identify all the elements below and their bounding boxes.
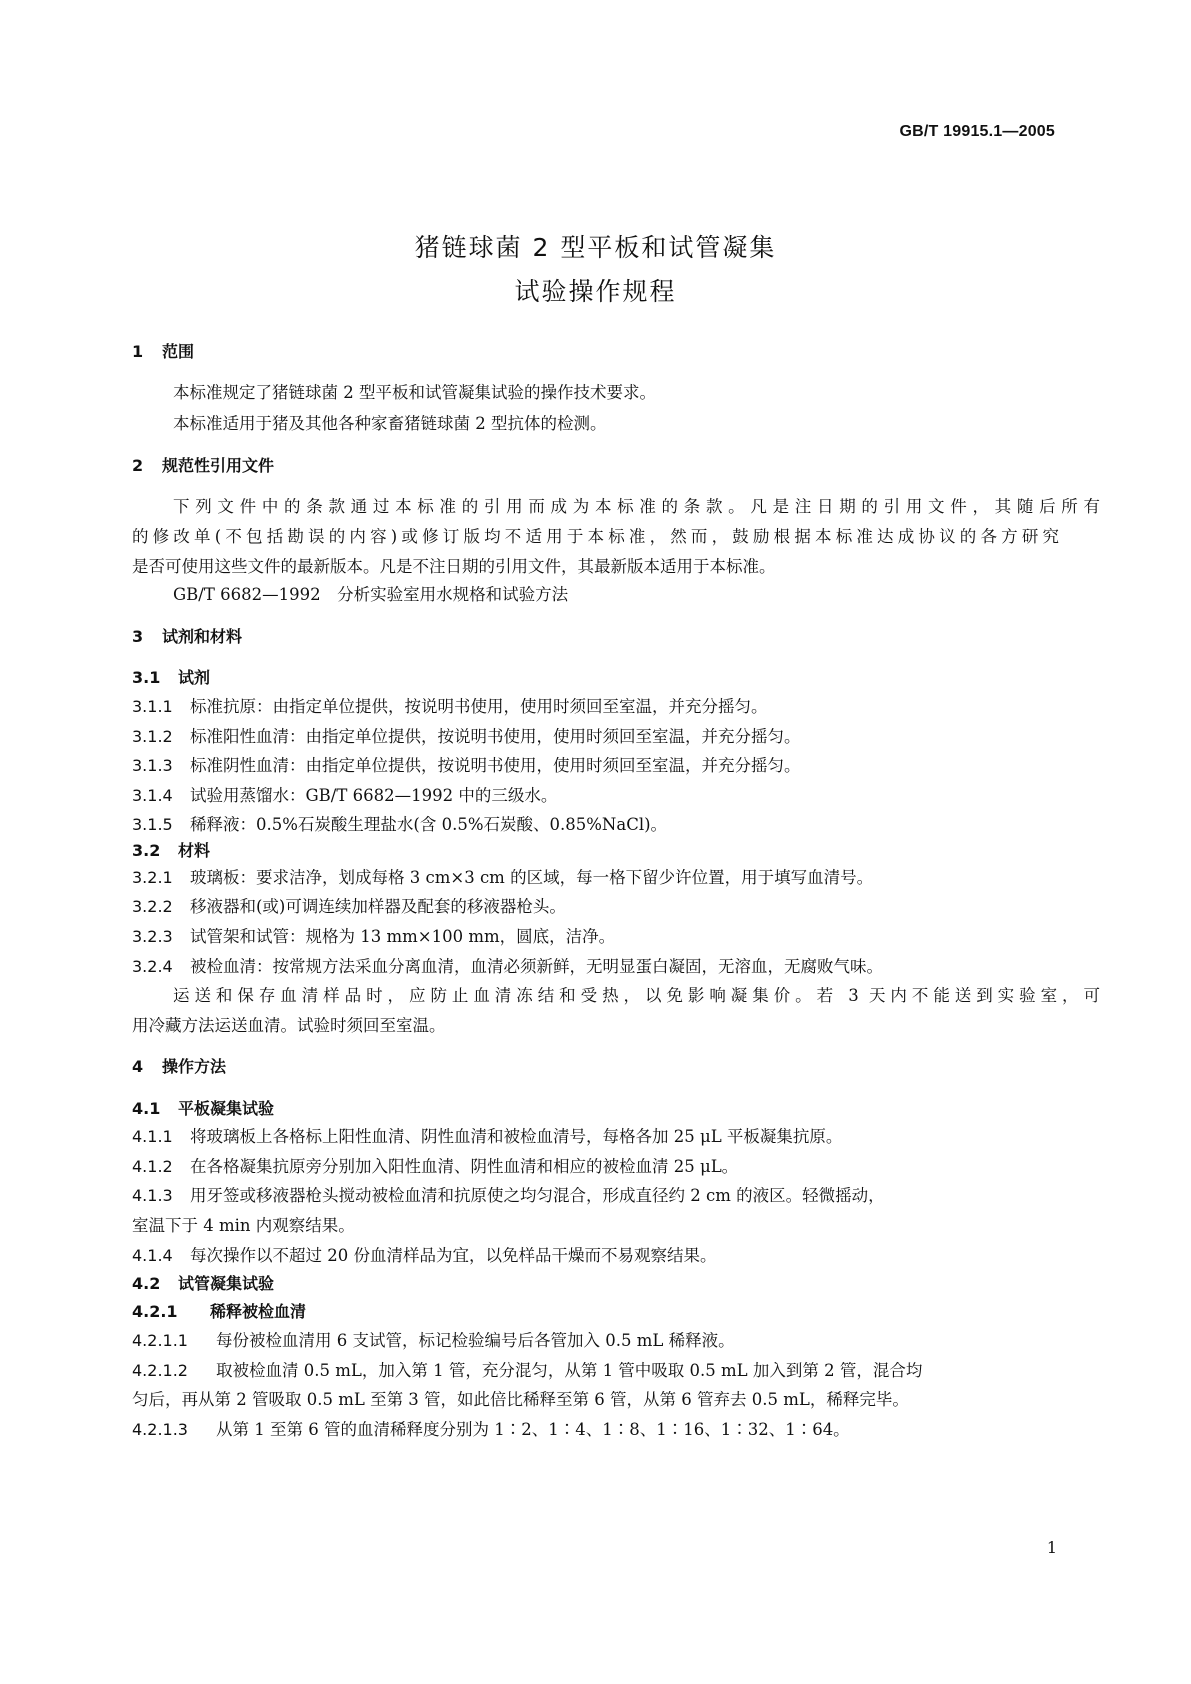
- clause-number: 3.1.3: [132, 756, 173, 775]
- subsection-number: 4.1: [132, 1099, 161, 1118]
- clause-number: 3.2.4: [132, 957, 173, 976]
- subsection-heading: [132, 1094, 1059, 1124]
- paragraph: 运送和保存血清样品时，应防止血清冻结和受热，以免影响凝集价。若 3 天内不能送到实验室，可: [173, 986, 1100, 1005]
- subsection-number: 3.1: [132, 668, 161, 687]
- clause: [132, 922, 1059, 952]
- clause-number: 4.1.1: [132, 1127, 173, 1146]
- section-number: 3: [132, 627, 144, 646]
- clause: [132, 722, 1059, 752]
- paragraph: 本标准适用于猪及其他各种家畜猪链球菌 2 型抗体的检测。: [173, 414, 607, 433]
- subsection-title: 试剂: [178, 668, 211, 687]
- clause: [132, 1241, 1059, 1271]
- standard-number: GB/T 19915.1—2005: [899, 123, 1055, 140]
- subsection-number: 3.2: [132, 841, 161, 860]
- clause: [132, 1326, 1059, 1356]
- clause: [132, 1122, 1059, 1152]
- subsection-heading: [132, 1297, 1059, 1327]
- section-heading: [132, 1052, 1059, 1082]
- clause-text: 每次操作以不超过 20 份血清样品为宜，以免样品干燥而不易观察结果。: [190, 1246, 717, 1265]
- clause-text: 每份被检血清用 6 支试管，标记检验编号后各管加入 0.5 mL 稀释液。: [216, 1331, 735, 1350]
- subsection-title: 稀释被检血清: [210, 1302, 307, 1321]
- clause-number: 3.2.1: [132, 868, 173, 887]
- clause: [132, 781, 1059, 811]
- subsection-heading: [132, 836, 1059, 866]
- clause-text: 从第 1 至第 6 管的血清稀释度分别为 1∶2、1∶4、1∶8、1∶16、1∶32、1∶64。: [216, 1420, 850, 1439]
- subsection-title: 平板凝集试验: [178, 1099, 275, 1118]
- section-title: 试剂和材料: [162, 627, 243, 646]
- clause: [132, 1181, 1059, 1211]
- page-number: 1: [1046, 1538, 1057, 1557]
- clause-text: 玻璃板：要求洁净，划成每格 3 cm×3 cm 的区域，每一格下留少许位置，用于填写血清号。: [190, 868, 874, 887]
- clause-number: 4.2.1.1: [132, 1331, 188, 1350]
- clause-text: 标准阳性血清：由指定单位提供，按说明书使用，使用时须回至室温，并充分摇匀。: [190, 727, 801, 746]
- document-title-line2: 试验操作规程: [514, 277, 677, 306]
- section-title: 操作方法: [162, 1057, 227, 1076]
- clause-number: 3.1.4: [132, 786, 173, 805]
- section-number: 2: [132, 456, 144, 475]
- clause: [132, 1152, 1059, 1182]
- paragraph: 是否可使用这些文件的最新版本。凡是不注日期的引用文件，其最新版本适用于本标准。: [132, 557, 776, 576]
- clause-continuation: 室温下于 4 min 内观察结果。: [132, 1216, 355, 1235]
- section-number: 1: [132, 342, 144, 361]
- section-heading: [132, 622, 1059, 652]
- clause-text: 移液器和(或)可调连续加样器及配套的移液器枪头。: [190, 897, 566, 916]
- normative-reference: GB/T 6682—1992 分析实验室用水规格和试验方法: [173, 585, 569, 604]
- section-heading: [132, 451, 1059, 481]
- clause-text: 试验用蒸馏水：GB/T 6682—1992 中的三级水。: [190, 786, 558, 805]
- section-heading: [132, 337, 1059, 367]
- clause-number: 3.1.5: [132, 815, 173, 834]
- paragraph: 下列文件中的条款通过本标准的引用而成为本标准的条款。凡是注日期的引用文件，其随后所有: [173, 497, 1100, 516]
- clause: [132, 1415, 1059, 1445]
- subsection-number: 4.2.1: [132, 1302, 178, 1321]
- clause: [132, 863, 1059, 893]
- clause-text: 标准阴性血清：由指定单位提供，按说明书使用，使用时须回至室温，并充分摇匀。: [190, 756, 801, 775]
- clause-number: 4.1.2: [132, 1157, 173, 1176]
- section-title: 规范性引用文件: [162, 456, 275, 475]
- clause-continuation: 匀后，再从第 2 管吸取 0.5 mL 至第 3 管，如此倍比稀释至第 6 管，从第 6 管弃去 0.5 mL，稀释完毕。: [132, 1390, 909, 1409]
- clause: [132, 751, 1059, 781]
- clause-number: 4.1.3: [132, 1186, 173, 1205]
- clause-text: 用牙签或移液器枪头搅动被检血清和抗原使之均匀混合，形成直径约 2 cm 的液区。轻微摇动，: [190, 1186, 885, 1205]
- clause-number: 3.2.2: [132, 897, 173, 916]
- clause-text: 标准抗原：由指定单位提供，按说明书使用，使用时须回至室温，并充分摇匀。: [190, 697, 768, 716]
- clause-text: 在各格凝集抗原旁分别加入阳性血清、阴性血清和相应的被检血清 25 μL。: [190, 1157, 739, 1176]
- document-title-line1: 猪链球菌 2 型平板和试管凝集: [414, 233, 777, 262]
- clause: [132, 1356, 1059, 1386]
- subsection-heading: [132, 1269, 1059, 1299]
- clause-number: 3.2.3: [132, 927, 173, 946]
- clause-text: 取被检血清 0.5 mL，加入第 1 管，充分混匀，从第 1 管中吸取 0.5 mL 加入到第 2 管，混合均: [216, 1361, 923, 1380]
- subsection-title: 试管凝集试验: [178, 1274, 275, 1293]
- paragraph: 本标准规定了猪链球菌 2 型平板和试管凝集试验的操作技术要求。: [173, 383, 656, 402]
- clause-text: 被检血清：按常规方法采血分离血清，血清必须新鲜，无明显蛋白凝固，无溶血，无腐败气味。: [190, 957, 883, 976]
- clause-text: 将玻璃板上各格标上阳性血清、阴性血清和被检血清号，每格各加 25 μL 平板凝集抗原。: [190, 1127, 843, 1146]
- subsection-number: 4.2: [132, 1274, 161, 1293]
- clause: [132, 692, 1059, 722]
- clause-text: 试管架和试管：规格为 13 mm×100 mm，圆底，洁净。: [190, 927, 616, 946]
- section-number: 4: [132, 1057, 144, 1076]
- clause: [132, 892, 1059, 922]
- clause-text: 稀释液：0.5%石炭酸生理盐水(含 0.5%石炭酸、0.85%NaCl)。: [190, 815, 668, 834]
- paragraph: 用冷藏方法运送血清。试验时须回至室温。: [132, 1016, 446, 1035]
- section-title: 范围: [162, 342, 195, 361]
- clause-number: 4.1.4: [132, 1246, 173, 1265]
- clause-number: 3.1.2: [132, 727, 173, 746]
- subsection-heading: [132, 663, 1059, 693]
- clause-number: 4.2.1.2: [132, 1361, 188, 1380]
- paragraph: 的修改单(不包括勘误的内容)或修订版均不适用于本标准，然而，鼓励根据本标准达成协议的各方研究: [132, 527, 1059, 546]
- clause-number: 4.2.1.3: [132, 1420, 188, 1439]
- subsection-title: 材料: [178, 841, 211, 860]
- clause-number: 3.1.1: [132, 697, 173, 716]
- clause: [132, 952, 1059, 982]
